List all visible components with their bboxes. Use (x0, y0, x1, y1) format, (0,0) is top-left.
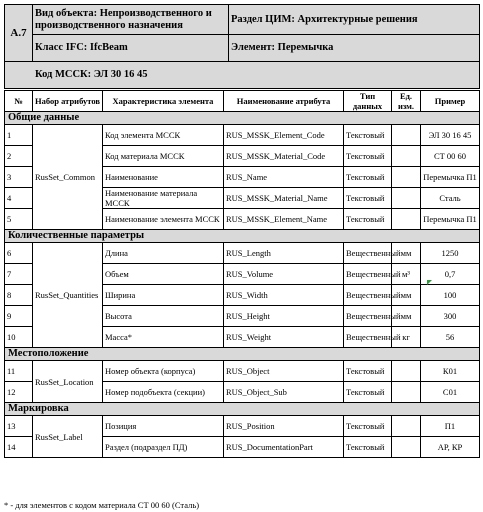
header-table (4, 4, 480, 89)
data-type: Текстовый (344, 167, 392, 188)
unit: мм (392, 285, 421, 306)
row-number: 14 (5, 437, 33, 458)
attribute-name: RUS_Name (224, 167, 344, 188)
row-number: 11 (5, 361, 33, 382)
row-number: 4 (5, 188, 33, 209)
example-value: С01 (421, 382, 480, 403)
data-type: Текстовый (344, 437, 392, 458)
data-type: Текстовый (344, 188, 392, 209)
cell-marker-icon (427, 280, 432, 285)
mssk-code: Код МССК: ЭЛ 30 16 45 (33, 62, 480, 89)
col-header-data-type: Тип данных (344, 91, 392, 112)
row-number: 8 (5, 285, 33, 306)
unit: кг (392, 327, 421, 348)
unit (392, 167, 421, 188)
row-number: 5 (5, 209, 33, 230)
example-value: К01 (421, 361, 480, 382)
attribute-name: RUS_Weight (224, 327, 344, 348)
example-value: ЭЛ 30 16 45 (421, 125, 480, 146)
element-characteristic: Высота (103, 306, 224, 327)
attribute-set: RusSet_Quantities (33, 243, 103, 348)
section-title: Маркировка (5, 403, 480, 416)
row-number: 7 (5, 264, 33, 285)
element-characteristic: Наименование материала МССК (103, 188, 224, 209)
row-number: 6 (5, 243, 33, 264)
unit: м³ (392, 264, 421, 285)
unit (392, 146, 421, 167)
example-value: АР, КР (421, 437, 480, 458)
section-title: Общие данные (5, 112, 480, 125)
attribute-name: RUS_DocumentationPart (224, 437, 344, 458)
section-row (5, 348, 480, 361)
example-value: 56 (421, 327, 480, 348)
unit: мм (392, 243, 421, 264)
element-name: Элемент: Перемычка (229, 35, 480, 62)
attribute-name: RUS_Object (224, 361, 344, 382)
col-header-example: Пример (421, 91, 480, 112)
element-characteristic: Код элемента МССК (103, 125, 224, 146)
unit (392, 416, 421, 437)
example-value: 0,7 (421, 264, 480, 285)
table-code: А.7 (5, 5, 33, 62)
element-characteristic: Объем (103, 264, 224, 285)
example-value: 300 (421, 306, 480, 327)
col-header-set: Набор атрибутов (33, 91, 103, 112)
attribute-name: RUS_MSSK_Material_Name (224, 188, 344, 209)
data-type: Текстовый (344, 361, 392, 382)
unit (392, 125, 421, 146)
attributes-table (4, 90, 480, 458)
table-row (5, 125, 480, 146)
col-header-number: № (5, 91, 33, 112)
data-type: Вещественный (344, 264, 392, 285)
unit (392, 382, 421, 403)
row-number: 13 (5, 416, 33, 437)
row-number: 2 (5, 146, 33, 167)
attribute-set: RusSet_Label (33, 416, 103, 458)
data-type: Вещественный (344, 306, 392, 327)
table-row (5, 416, 480, 437)
unit (392, 188, 421, 209)
attribute-set: RusSet_Common (33, 125, 103, 230)
unit: мм (392, 306, 421, 327)
attribute-name: RUS_MSSK_Material_Code (224, 146, 344, 167)
example-value: СТ 00 60 (421, 146, 480, 167)
unit (392, 437, 421, 458)
row-number: 12 (5, 382, 33, 403)
example-value: Сталь (421, 188, 480, 209)
attribute-name: RUS_Position (224, 416, 344, 437)
col-header-characteristic: Характеристика элемента (103, 91, 224, 112)
data-type: Текстовый (344, 382, 392, 403)
section-row (5, 403, 480, 416)
unit (392, 209, 421, 230)
cim-section: Раздел ЦИМ: Архитектурные решения (229, 5, 480, 35)
data-type: Текстовый (344, 209, 392, 230)
data-type: Текстовый (344, 146, 392, 167)
example-value: 100 (421, 285, 480, 306)
header-blank (5, 62, 33, 89)
data-type: Текстовый (344, 125, 392, 146)
element-characteristic: Номер объекта (корпуса) (103, 361, 224, 382)
attribute-set: RusSet_Location (33, 361, 103, 403)
attribute-name: RUS_Height (224, 306, 344, 327)
table-row (5, 361, 480, 382)
ifc-class: Класс IFC: IfcBeam (33, 35, 229, 62)
attribute-name: RUS_MSSK_Element_Code (224, 125, 344, 146)
col-header-attribute: Наименование атрибута (224, 91, 344, 112)
section-row (5, 230, 480, 243)
attribute-name: RUS_MSSK_Element_Name (224, 209, 344, 230)
footnote: * - для элементов с кодом материала СТ 00 60 (Сталь) (4, 500, 200, 510)
attribute-name: RUS_Length (224, 243, 344, 264)
attribute-name: RUS_Volume (224, 264, 344, 285)
data-type: Вещественный (344, 285, 392, 306)
element-characteristic: Длина (103, 243, 224, 264)
attribute-name: RUS_Width (224, 285, 344, 306)
example-value: Перемычка П1 (421, 167, 480, 188)
row-number: 3 (5, 167, 33, 188)
example-value: Перемычка П1 (421, 209, 480, 230)
element-characteristic: Раздел (подраздел ПД) (103, 437, 224, 458)
element-characteristic: Позиция (103, 416, 224, 437)
element-characteristic: Наименование (103, 167, 224, 188)
data-type: Текстовый (344, 416, 392, 437)
section-title: Местоположение (5, 348, 480, 361)
object-type: Вид объекта: Непроизводственного и производственного назначения (33, 5, 229, 35)
unit (392, 361, 421, 382)
data-type: Вещественный (344, 327, 392, 348)
element-characteristic: Ширина (103, 285, 224, 306)
section-title: Количественные параметры (5, 230, 480, 243)
element-characteristic: Код материала МССК (103, 146, 224, 167)
row-number: 1 (5, 125, 33, 146)
example-value: П1 (421, 416, 480, 437)
element-characteristic: Наименование элемента МССК (103, 209, 224, 230)
example-value: 1250 (421, 243, 480, 264)
data-type: Вещественный (344, 243, 392, 264)
element-characteristic: Номер подобъекта (секции) (103, 382, 224, 403)
attribute-name: RUS_Object_Sub (224, 382, 344, 403)
table-row (5, 243, 480, 264)
section-row (5, 112, 480, 125)
element-characteristic: Масса* (103, 327, 224, 348)
col-header-unit: Ед. изм. (392, 91, 421, 112)
row-number: 9 (5, 306, 33, 327)
row-number: 10 (5, 327, 33, 348)
